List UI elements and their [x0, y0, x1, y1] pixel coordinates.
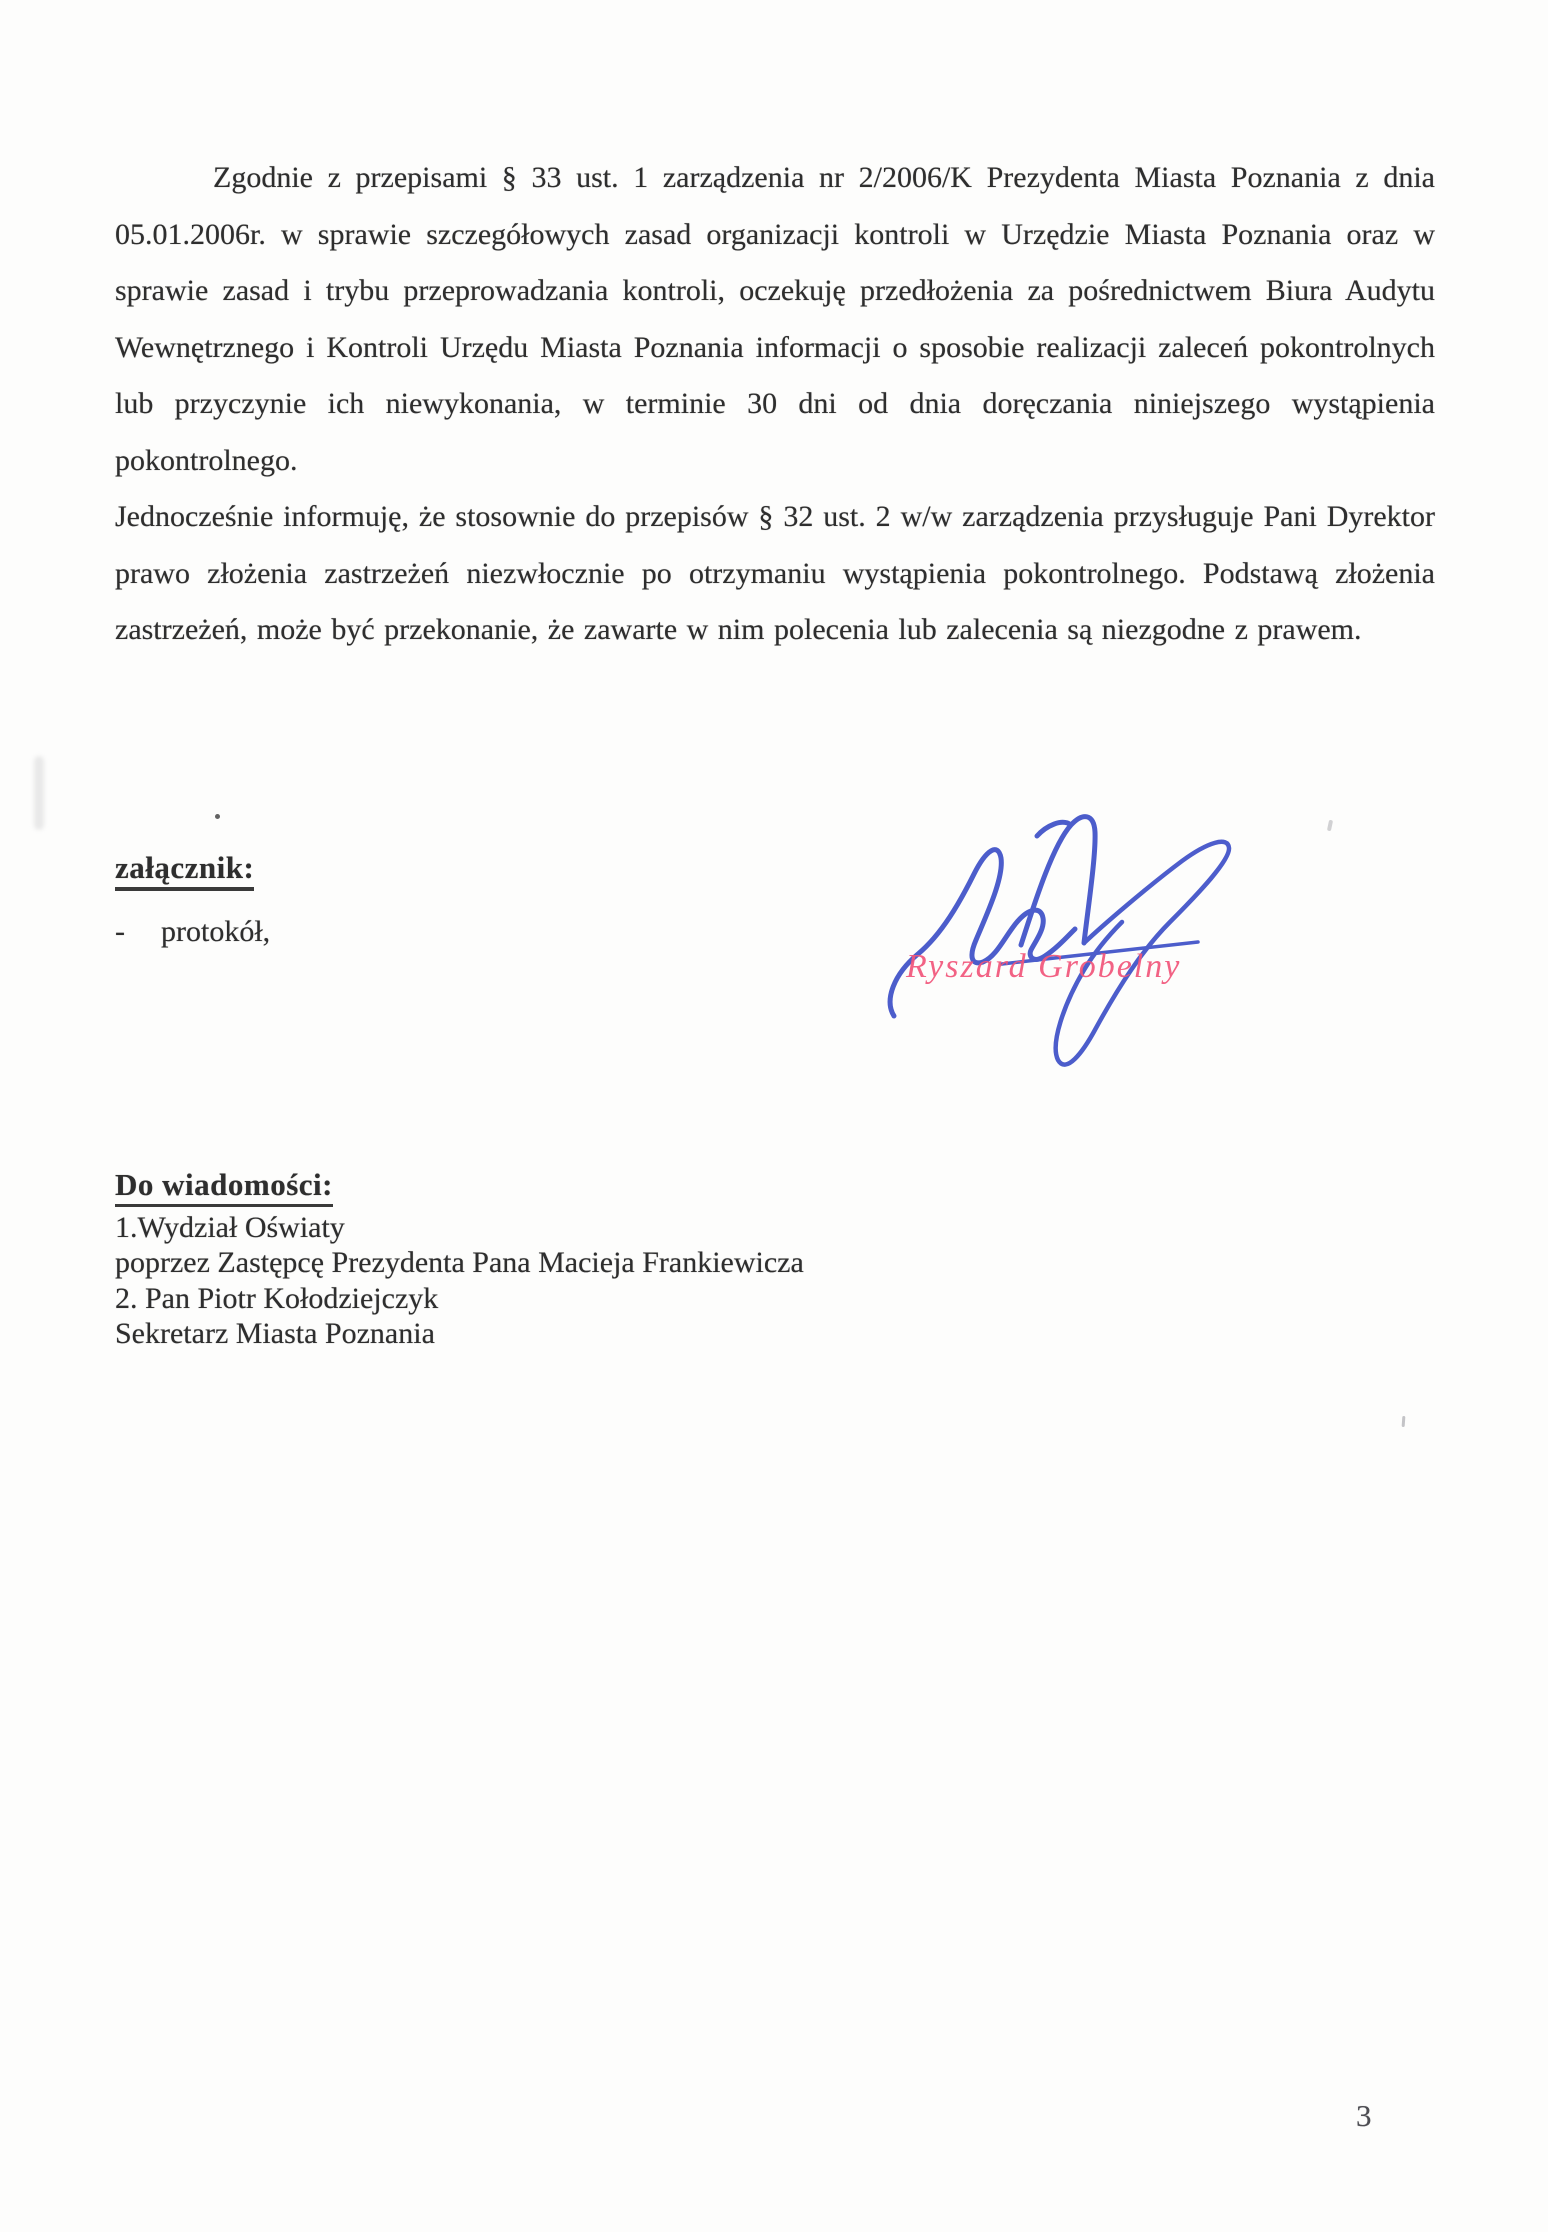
attachment-item	[115, 915, 270, 949]
scan-speck-artifact	[1402, 1416, 1406, 1427]
attachment-bullet: -	[115, 915, 125, 948]
attachment-heading: załącznik:	[115, 850, 254, 891]
distribution-heading: Do wiadomości:	[115, 1167, 333, 1207]
page-number: 3	[1356, 2098, 1372, 2133]
scan-dot-artifact	[215, 814, 220, 819]
body-paragraph-2: Jednocześnie informuję, że stosownie do przepisów § 32 ust. 2 w/w zarządzenia przysługuje Pani Dyrektor prawo złożenia zastrzeżeń niezwłocznie po otrzymaniu wystąpienia pokontrolnego. Podstawą złożenia zastrzeżeń, może być przekonanie, że zawarte w nim polecenia lub zalecenia są niezgodne z prawem.	[115, 500, 1435, 646]
body-paragraph-1: Zgodnie z przepisami § 33 ust. 1 zarządzenia nr 2/2006/K Prezydenta Miasta Poznania z dnia 05.01.2006r. w sprawie szczegółowych zasad organizacji kontroli w Urzędzie Miasta Poznania oraz w sprawie zasad i trybu przeprowadzania kontroli, oczekuję przedłożenia za pośrednictwem Biura Audytu Wewnętrznego i Kontroli Urzędu Miasta Poznania informacji o sposobie realizacji zaleceń pokontrolnych lub przyczynie ich niewykonania, w terminie 30 dni od dnia doręczania niniejszego wystąpienia pokontrolnego.	[115, 161, 1435, 477]
attachment-section	[115, 850, 270, 949]
scan-speck-artifact	[1327, 820, 1333, 832]
distribution-line: 2. Pan Piotr Kołodziejczyk	[115, 1281, 439, 1315]
signature-area	[880, 798, 1260, 1098]
letter-body	[115, 150, 1435, 659]
signature-stamp-name: Ryszard Grobelny	[906, 948, 1182, 985]
distribution-section	[115, 1167, 804, 1352]
distribution-line: Sekretarz Miasta Poznania	[115, 1317, 435, 1350]
distribution-line: 1.Wydział Oświaty	[115, 1210, 345, 1244]
attachment-item-text: protokół,	[161, 915, 271, 948]
scan-smudge-artifact	[34, 756, 44, 830]
distribution-line: poprzez Zastępcę Prezydenta Pana Macieja Frankiewicza	[115, 1246, 804, 1279]
